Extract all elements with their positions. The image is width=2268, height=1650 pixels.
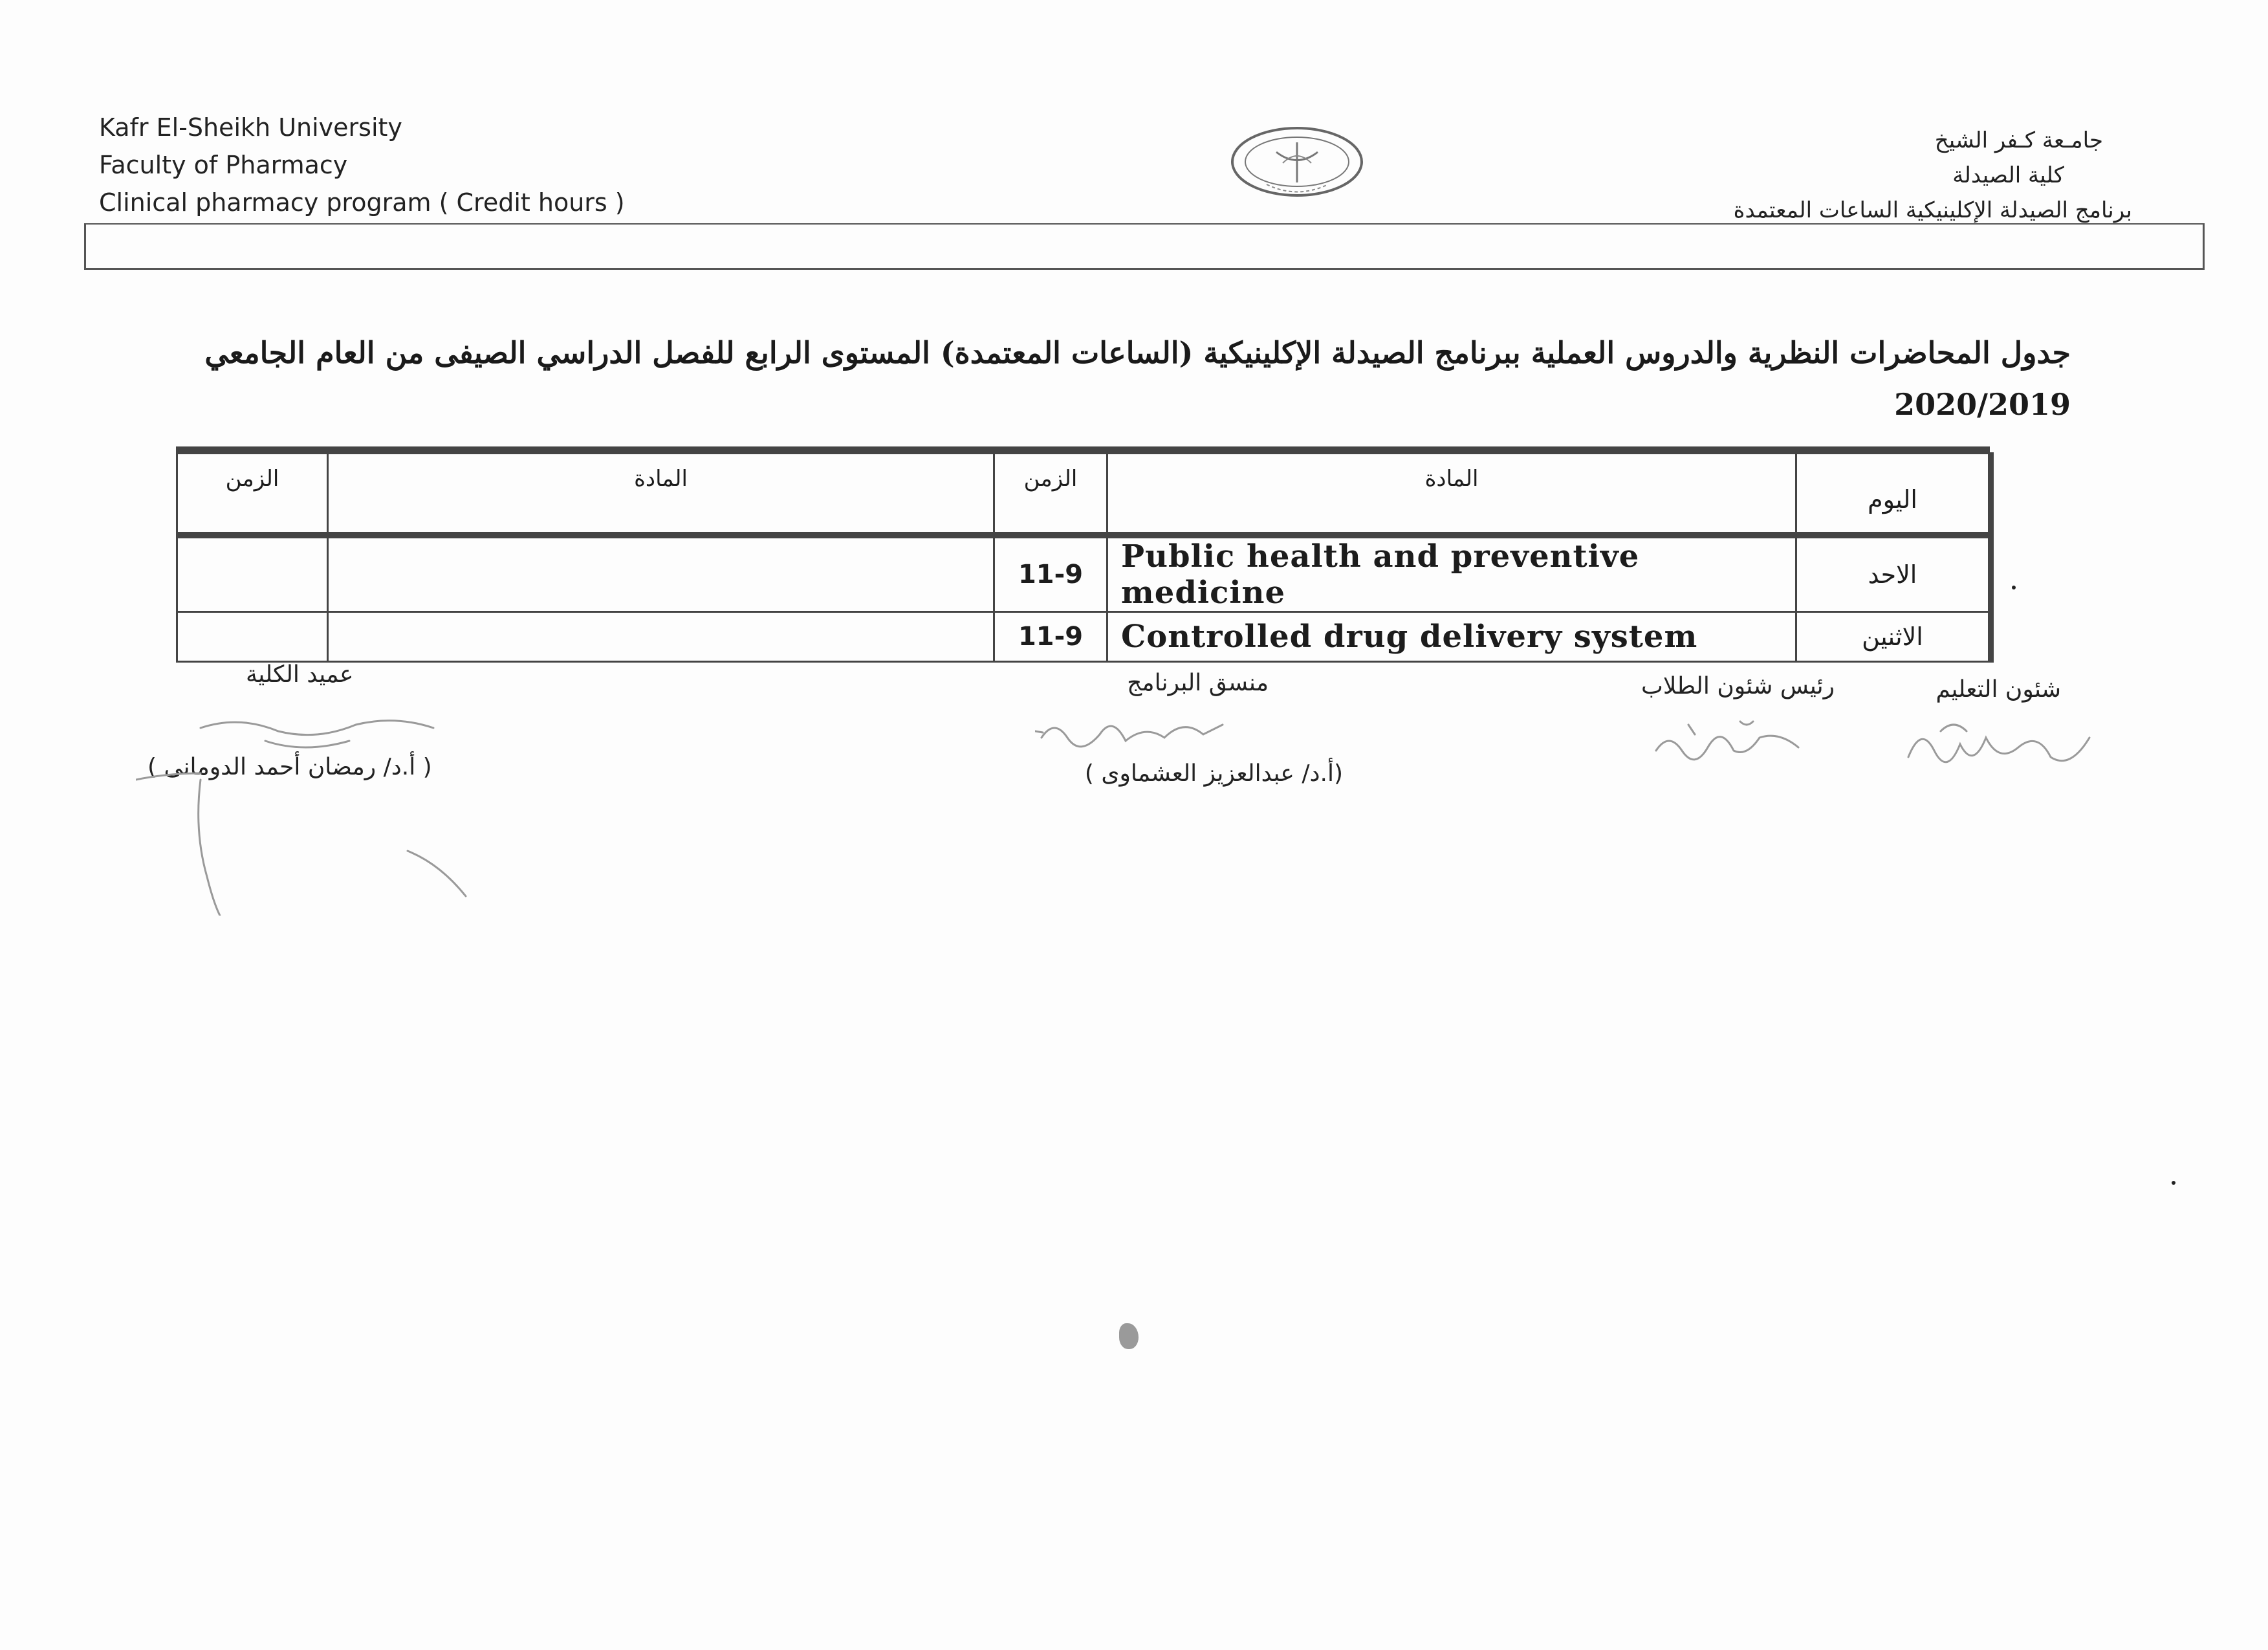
education-affairs-signature (1895, 712, 2102, 783)
row-subject-2 (328, 612, 994, 662)
row-time-2 (177, 535, 328, 612)
university-name-ar: جامـعة كـفر الشيخ (1934, 127, 2103, 153)
header-subject-1: المادة (1107, 454, 1796, 536)
table-header-row (177, 454, 1991, 536)
row-day: الاثنين (1796, 612, 1991, 662)
row-subject-1: Public health and preventive medicine (1107, 535, 1796, 612)
schedule-table (176, 446, 1990, 663)
stray-dot (2012, 586, 2016, 589)
header-subject-2: المادة (328, 454, 994, 536)
header-time-2: الزمن (177, 454, 328, 536)
table-row (177, 535, 1991, 612)
student-affairs-head-label: رئيس شئون الطلاب (1641, 673, 1835, 699)
row-subject-1: Controlled drug delivery system (1107, 612, 1796, 662)
row-time-1: 11-9 (994, 535, 1107, 612)
schedule-title-text: جدول المحاضرات النظرية والدروس العملية ببرنامج الصيدلة الإكلينيكية (الساعات المعتمدة) المستوى الرابع للفصل الدراسي الصيفى من العام الجامعي (204, 335, 2071, 370)
faculty-name-ar: كلية الصيدلة (1952, 162, 2064, 188)
header-english (99, 109, 625, 221)
program-coordinator-label: منسق البرنامج (1127, 670, 1269, 696)
program-coordinator-name: (أ.د/ عبدالعزيز العشماوى ) (1084, 760, 1343, 787)
header-divider-box (84, 223, 2205, 270)
row-time-1: 11-9 (994, 612, 1107, 662)
stray-mark (1119, 1323, 1139, 1349)
dean-label: عميد الكلية (246, 661, 354, 688)
program-name-ar: برنامج الصيدلة الإكلينيكية الساعات المعتمدة (1733, 197, 2132, 223)
student-affairs-signature (1650, 712, 1818, 770)
header-day: اليوم (1796, 454, 1991, 536)
row-time-2 (177, 612, 328, 662)
program-coordinator-signature (1035, 705, 1229, 764)
dean-signature (136, 702, 498, 916)
schedule-title (162, 327, 2071, 430)
row-subject-2 (328, 535, 994, 612)
university-seal-logo (1228, 123, 1367, 201)
dean-name: ( أ.د/ رمضان أحمد الدومانى ) (147, 754, 432, 780)
stray-dot (2172, 1181, 2175, 1185)
header-arabic (1733, 123, 2132, 228)
university-name-en: Kafr El-Sheikh University (99, 113, 402, 142)
row-day: الاحد (1796, 535, 1991, 612)
academic-year: 2020/2019 (1894, 387, 2071, 422)
faculty-name-en: Faculty of Pharmacy (99, 151, 348, 179)
program-name-en: Clinical pharmacy program ( Credit hours ) (99, 188, 625, 217)
table-row (177, 612, 1991, 662)
education-affairs-label: شئون التعليم (1935, 676, 2061, 703)
header-time-1: الزمن (994, 454, 1107, 536)
